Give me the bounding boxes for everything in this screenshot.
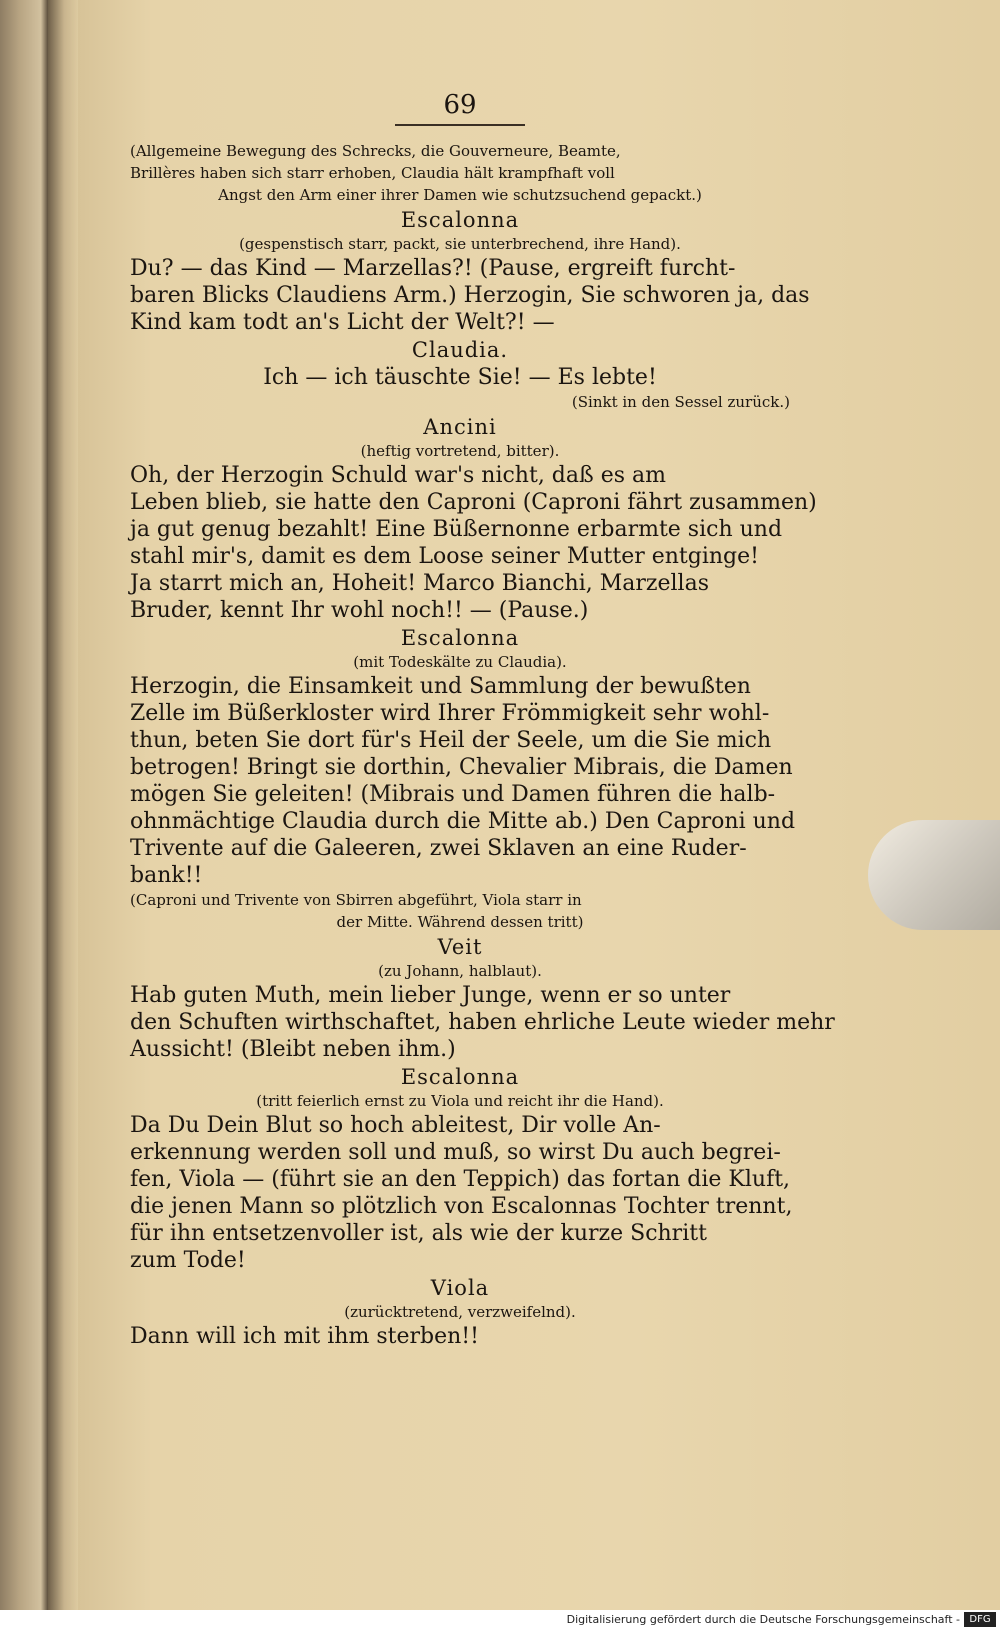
dialogue-line: die jenen Mann so plötzlich von Escalonnas Tochter trennt, [130, 1194, 793, 1219]
dialogue-line: Aussicht! (Bleibt neben ihm.) [130, 1037, 456, 1062]
dialogue-line: stahl mir's, damit es dem Loose seiner Mutter entginge! [130, 544, 759, 569]
dialogue-line: Trivente auf die Galeeren, zwei Sklaven an eine Ruder- [130, 836, 747, 861]
footer [0, 1610, 1000, 1631]
speaker-name: Claudia. [411, 338, 509, 362]
stage-direction: Angst den Arm einer ihrer Damen wie schutzsuchend gepackt.) [218, 186, 702, 204]
stage-direction: (gespenstisch starr, packt, sie unterbrechend, ihre Hand). [239, 235, 681, 253]
stage-direction: (mit Todeskälte zu Claudia). [353, 653, 567, 671]
speaker-name: Escalonna [400, 1065, 520, 1089]
dialogue-line: ja gut genug bezahlt! Eine Büßernonne erbarmte sich und [130, 517, 783, 542]
dialogue-line: erkennung werden soll und muß, so wirst Du auch begrei- [130, 1140, 781, 1165]
dialogue-line: zum Tode! [130, 1248, 246, 1273]
dialogue-line: betrogen! Bringt sie dorthin, Chevalier Mibrais, die Damen [130, 755, 793, 780]
dialogue-line: Da Du Dein Blut so hoch ableitest, Dir volle An- [130, 1113, 661, 1138]
book-gutter [48, 0, 78, 1631]
speaker-name: Escalonna [400, 208, 520, 232]
stage-direction: der Mitte. Während dessen tritt) [336, 913, 584, 931]
dialogue-line: Ich — ich täuschte Sie! — Es lebte! [263, 365, 657, 390]
dialogue-line: Bruder, kennt Ihr wohl noch!! — (Pause.) [130, 598, 589, 623]
dialogue-line: thun, beten Sie dort für's Heil der Seele, um die Sie mich [130, 728, 772, 753]
dialogue-line: baren Blicks Claudiens Arm.) Herzogin, Sie schworen ja, das [130, 283, 810, 308]
stage-direction: (zurücktretend, verzweifelnd). [344, 1303, 576, 1321]
stage-direction: (Allgemeine Bewegung des Schrecks, die Gouverneure, Beamte, [130, 142, 621, 160]
speaker-name: Viola [430, 1276, 490, 1300]
dialogue-line: Herzogin, die Einsamkeit und Sammlung der bewußten [130, 674, 751, 699]
dialogue-line: Dann will ich mit ihm sterben!! [130, 1324, 479, 1349]
stage-direction: (heftig vortretend, bitter). [360, 442, 560, 460]
dialogue-line: bank!! [130, 863, 203, 888]
dialogue-line: den Schuften wirthschaftet, haben ehrliche Leute wieder mehr [130, 1010, 835, 1035]
stage-direction: Brillères haben sich starr erhoben, Claudia hält krampfhaft voll [130, 164, 615, 182]
dialogue-line: Oh, der Herzogin Schuld war's nicht, daß es am [130, 463, 666, 488]
page-clip [868, 820, 1000, 930]
dialogue-line: fen, Viola — (führt sie an den Teppich) das fortan die Kluft, [130, 1167, 791, 1192]
speaker-name: Ancini [423, 415, 497, 439]
footer-credit: Digitalisierung gefördert durch die Deutsche Forschungsgemeinschaft - [566, 1613, 960, 1626]
page-text [130, 90, 835, 1350]
dialogue-line: Zelle im Büßerkloster wird Ihrer Frömmigkeit sehr wohl- [130, 701, 770, 726]
dialogue-line: für ihn entsetzenvoller ist, als wie der kurze Schritt [130, 1221, 707, 1246]
facing-page-edge [0, 0, 48, 1631]
dialogue-line: mögen Sie geleiten! (Mibrais und Damen führen die halb- [130, 782, 776, 807]
dialogue-line: Kind kam todt an's Licht der Welt?! — [130, 310, 555, 335]
dfg-logo: DFG [964, 1612, 996, 1627]
dialogue-line: Hab guten Muth, mein lieber Junge, wenn er so unter [130, 983, 731, 1008]
dialogue-line: Du? — das Kind — Marzellas?! (Pause, ergreift furcht- [130, 256, 736, 281]
stage-direction: (zu Johann, halblaut). [378, 962, 542, 980]
header-rule [395, 124, 525, 126]
speaker-name: Veit [437, 935, 483, 959]
dialogue-line: ohnmächtige Claudia durch die Mitte ab.) Den Caproni und [130, 809, 796, 834]
stage-direction: (tritt feierlich ernst zu Viola und reicht ihr die Hand). [256, 1092, 664, 1110]
text-lines [130, 140, 835, 1350]
speaker-name: Escalonna [400, 626, 520, 650]
dialogue-line: Ja starrt mich an, Hoheit! Marco Bianchi, Marzellas [130, 571, 709, 596]
dialogue-line: Leben blieb, sie hatte den Caproni (Caproni fährt zusammen) [130, 490, 817, 515]
stage-direction: (Sinkt in den Sessel zurück.) [571, 393, 790, 411]
page-number: 69 [443, 90, 477, 120]
stage-direction: (Caproni und Trivente von Sbirren abgeführt, Viola starr in [130, 891, 582, 909]
